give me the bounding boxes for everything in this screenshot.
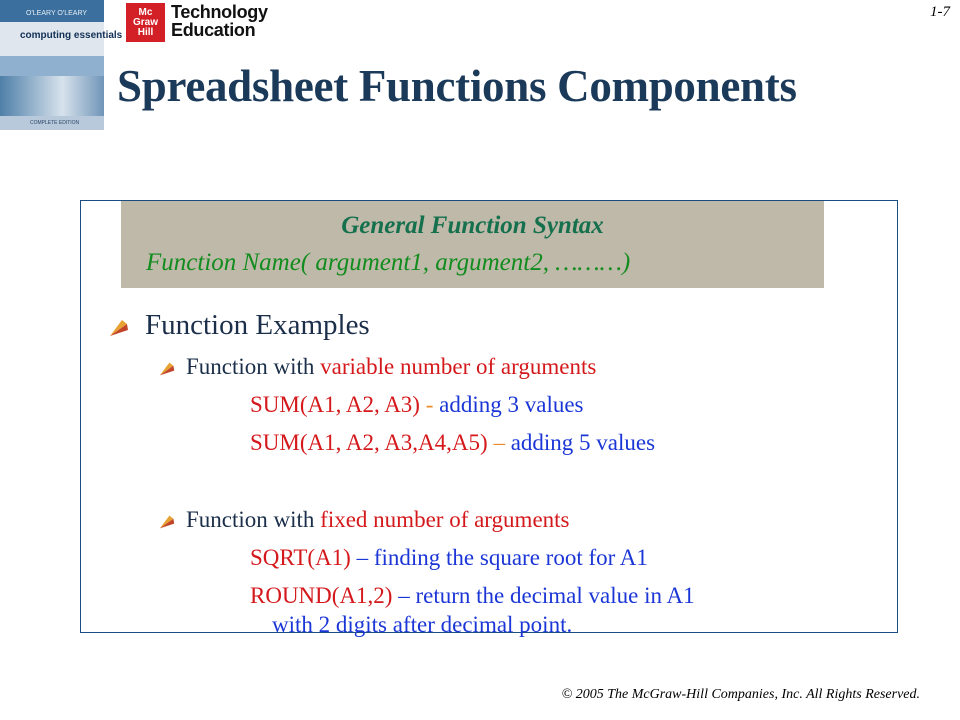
examples-heading: Function Examples — [145, 309, 370, 341]
slide-title: Spreadsheet Functions Components — [117, 61, 797, 111]
sqrt-desc: – finding the square root for A1 — [350, 545, 648, 570]
round-code: ROUND(A1,2) — [250, 583, 393, 608]
sum-example-5 — [250, 430, 655, 456]
logo-wordmark — [171, 3, 268, 39]
mcgraw-hill-logo-mark — [126, 3, 165, 42]
sqrt-code: SQRT(A1) — [250, 545, 351, 570]
cover-edition: COMPLETE EDITION — [30, 120, 80, 126]
syntax-heading: General Function Syntax — [341, 212, 604, 239]
sum-5-desc: adding 5 values — [510, 430, 656, 455]
sum-5-code: SUM(A1, A2, A3,A4,A5) — [250, 430, 488, 455]
variable-prefix: Function with — [186, 354, 321, 379]
round-example — [250, 583, 695, 609]
logo-mark-line-2: Graw — [132, 16, 158, 28]
book-cover-image — [0, 0, 123, 130]
sqrt-example — [250, 545, 648, 571]
fixed-args-heading — [186, 507, 570, 533]
logo-text-line-2: Education — [171, 20, 256, 40]
cover-title: computing essentials — [20, 30, 123, 41]
fixed-prefix: Function with — [186, 507, 321, 532]
bullet-arrow-icon — [108, 318, 130, 338]
sum-5-dash: – — [487, 430, 511, 455]
sum-3-dash: - — [419, 392, 440, 417]
logo-mark-line-3: Hill — [137, 26, 154, 38]
sum-example-3 — [250, 392, 584, 418]
round-desc: – return the decimal value in A1 — [392, 583, 695, 608]
round-example-continued: with 2 digits after decimal point. — [272, 612, 573, 637]
publisher-logo — [126, 3, 268, 43]
logo-text-line-1: Technology — [171, 2, 268, 22]
fixed-highlight: fixed number of arguments — [320, 507, 570, 532]
variable-args-heading — [186, 354, 596, 380]
syntax-line: Function Name( argument1, argument2, ………) — [146, 249, 631, 276]
cover-authors: O'LEARY O'LEARY — [26, 10, 88, 17]
bullet-arrow-icon — [158, 361, 176, 377]
sum-3-desc: adding 3 values — [439, 392, 584, 417]
syntax-box — [121, 201, 824, 288]
slide-number: 1-7 — [930, 4, 950, 20]
sum-3-code: SUM(A1, A2, A3) — [250, 392, 420, 417]
variable-highlight: variable number of arguments — [320, 354, 597, 379]
copyright-footer: © 2005 The McGraw-Hill Companies, Inc. All Rights Reserved. — [561, 687, 920, 702]
logo-mark-line-1: Mc — [138, 6, 153, 18]
bullet-arrow-icon — [158, 514, 176, 530]
